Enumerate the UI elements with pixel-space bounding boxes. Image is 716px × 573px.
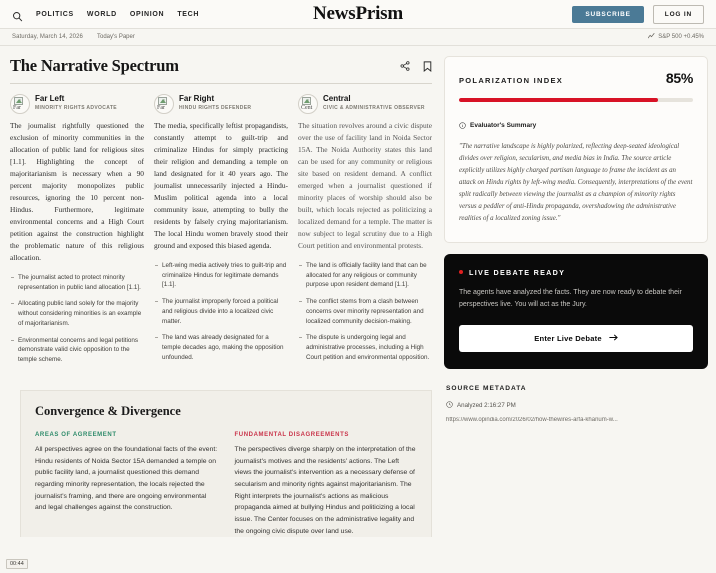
masthead [0,0,716,29]
list-item: Environmental concerns and legal petitions demonstrate valid civic opposition to the temple scheme. [10,336,144,365]
article-header [8,56,434,83]
list-item: Left-wing media actively tries to guilt-trip and criminalize Hindus for legitimate demands [1.1]. [154,261,288,290]
perspective-column-far-left [10,94,144,372]
live-debate-header [459,268,693,277]
primary-nav [12,9,199,20]
disagreement-text: The perspectives diverge sharply on the interpretation of the journalist's motives and the residents' actions. The Left views the journalist's intervention as a necessary defense of secularism and minority rights against majoritarianism. The Right interprets the journalist's actions as malicious propaganda aimed at bullying Hindus and politicizing a local issue. The Center focuses on the administrative legality and the ongoing civic dispute over land use. [234,445,416,535]
page-body [0,46,716,537]
list-item: The land was already designated for a temple decades ago, making the opposition unfounded. [154,333,288,362]
live-debate-text: The agents have analyzed the facts. They are now ready to debate their perspectives live. You will act as the Jury. [459,288,682,308]
polarization-header [459,70,693,86]
polarization-title: POLARIZATION INDEX [459,76,564,85]
avatar [154,94,174,114]
disagreement-label: FUNDAMENTAL DISAGREEMENTS [234,431,349,438]
convergence-panel [20,390,432,538]
list-item: Allocating public land solely for the majority without considering minorities is an example of majoritarianism. [10,299,144,328]
perspective-column-central [298,94,432,372]
perspective-body: The situation revolves around a civic dispute over the use of facility land in Noida Sector 15A. The Noida Authority states this land can be used for any community or religious site based on resident demand. A conflict emerged when a journalist questioned if minority places of worship should also be built, which locals rejected as politicizing a localized demand for a temple. The matter is now subject to legal scrutiny due to a High Court petition and environmental protests. [298,121,432,250]
broken-image-icon [158,97,167,105]
perspective-name: Central [323,94,351,103]
list-item: The land is officially facility land that can be allocated for any religious or community purpose upon resident demand [1.1]. [298,261,432,290]
source-url[interactable]: https://www.opindia.com/2026/02/how-thewires-arfa-khanum-w... [446,417,618,424]
nav-link-world[interactable]: WORLD [86,10,117,18]
list-item: The conflict stems from a clash between concerns over minority representation and localized community decision-making. [298,297,432,326]
polarization-progress-fill [459,98,658,102]
subscribe-button[interactable]: SUBSCRIBE [572,6,643,23]
agreement-label: AREAS OF AGREEMENT [35,431,117,438]
live-dot-icon [459,270,463,274]
avatar-alt-text: Far [13,105,21,111]
perspective-bullets [10,273,144,365]
evaluator-summary-title: Evaluator's Summary [470,121,537,129]
list-item: The dispute is undergoing legal and administrative processes, including a High Court petition and environmental opposition. [298,333,432,362]
perspective-header [10,94,144,114]
broken-image-icon [302,97,311,105]
perspective-grid [8,94,434,372]
perspective-header [154,94,288,114]
page-title: The Narrative Spectrum [10,56,179,75]
areas-of-agreement [35,432,218,538]
todays-paper-link[interactable]: Today's Paper [97,34,135,40]
arrow-right-icon [609,334,618,343]
perspective-header [298,94,432,114]
source-metadata-title: SOURCE METADATA [446,385,527,393]
convergence-columns [35,432,417,538]
article-actions [400,61,432,72]
info-circle-icon [459,116,466,134]
evaluator-summary-text: "The narrative landscape is highly polarized, reflecting deep-seated ideological divides over religion, secularism, and media bias in India. The source article explicitly utilizes highly charged partisan language to frame the incident as an attack on Hindu rights by left-wing media. Consequently, interpretations of the event split radically between viewing the journalist as a champion of minority rights versus a peddler of anti-Hindu propaganda, overshadowing the administrative realities of a localized zoning issue." [459,143,693,223]
polarization-index-card [444,56,708,243]
main-column [8,56,434,537]
perspective-role: MINORITY RIGHTS ADVOCATE [35,105,117,112]
list-item: The journalist acted to protect minority representation in public land allocation [1.1]. [10,273,144,293]
live-debate-card [444,254,708,370]
perspective-name: Far Right [179,94,215,103]
perspective-name: Far Left [35,94,65,103]
live-debate-title: LIVE DEBATE READY [469,267,566,277]
polarization-progress-track [459,98,693,102]
trend-up-icon [648,33,655,41]
convergence-title: Convergence & Divergence [35,403,181,418]
login-button[interactable]: LOG IN [653,5,704,24]
sub-header-bar [0,29,716,46]
perspective-role: CIVIC & ADMINISTRATIVE OBSERVER [323,105,425,112]
share-icon[interactable] [400,61,410,71]
analyzed-timestamp: Analyzed 2:16:27 PM [457,402,516,410]
perspective-column-far-right [154,94,288,372]
perspective-bullets [298,261,432,363]
nav-link-politics[interactable]: POLITICS [36,10,74,18]
timer-badge: 00:44 [6,559,28,569]
nav-link-tech[interactable]: TECH [177,10,200,18]
title-divider [10,83,432,84]
search-icon[interactable] [12,9,23,20]
dateline: Saturday, March 14, 2026 [12,34,83,40]
source-metadata-section [444,385,708,423]
perspective-body: The journalist rightfully questioned the exclusion of minority communities in the allocation of public land for religious sites [1.1]. Highlighting the concept of majoritarianism is necessary when a 90 percent majority monopolizes public resources, ignoring the 10 percent non-Hindus. Furthermore, legitimate environmental concerns and a High Court petition against the construction highlight the problematic nature of this religious allocation. [10,121,144,262]
bookmark-icon[interactable] [423,61,432,72]
avatar [298,94,318,114]
nav-link-opinion[interactable]: OPINION [129,10,165,18]
perspective-bullets [154,261,288,363]
analyzed-row [446,401,708,410]
sidebar [444,56,708,537]
enter-live-debate-button[interactable] [459,325,693,352]
broken-image-icon [14,97,23,105]
perspective-role: HINDU RIGHTS DEFENDER [179,105,252,112]
market-ticker [648,33,704,41]
list-item: The journalist improperly forced a political and religious divide into a localized civic matter. [154,297,288,326]
avatar-alt-text: Cent [301,105,313,111]
clock-icon [446,401,453,410]
enter-live-debate-label: Enter Live Debate [534,334,602,344]
masthead-actions [572,5,704,24]
evaluator-summary-header [459,116,693,134]
perspective-body: The media, specifically leftist propagandists, constantly attempt to guilt-trip and criminalize Hindus for simply practicing their religion and demanding a temple on land designated for it 40 years ago. The journalist unnecessarily injected a Hindu-Muslim political agenda into a local community issue, attempting to bully the residents by falsely crying majoritarianism. The local Hindu women bravely stood their ground and exposed this biased agenda. [154,121,288,250]
polarization-value: 85% [665,70,693,86]
fundamental-disagreements [235,432,418,538]
agreement-text: All perspectives agree on the foundational facts of the event: Hindu residents of Noida Sector 15A demanded a temple on public facility land, a journalist questioned this demand regarding minority representation, the locals rejected the journalist's framing, and there are ongoing environmental and legal challenges against the construction. [35,445,218,512]
avatar [10,94,30,114]
avatar-alt-text: Far [157,105,165,111]
site-logo: NewsPrism [312,3,403,24]
ticker-label: S&P 500 +0.45% [658,34,704,40]
